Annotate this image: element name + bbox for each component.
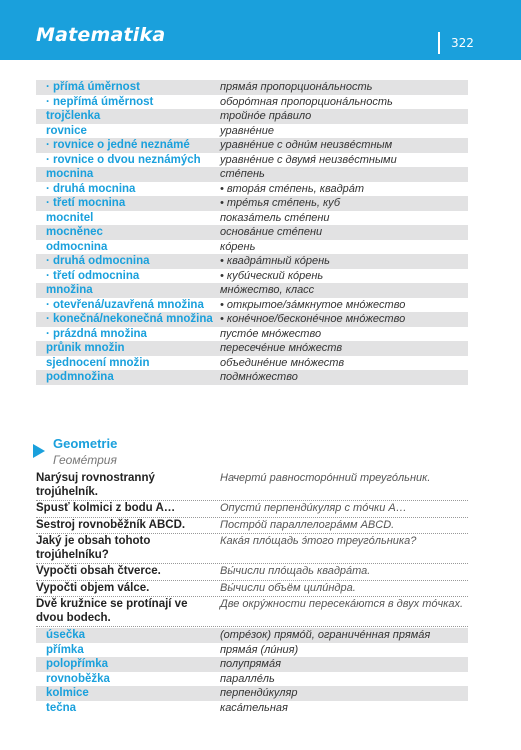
czech-term: rovnoběžka (46, 672, 110, 685)
czech-phrase: Sestroj rovnoběžník ABCD. (36, 518, 186, 531)
czech-term: přímka (46, 643, 84, 656)
vocabulary-table-geometry (36, 628, 468, 715)
russian-translation: уравнéние (220, 124, 274, 137)
russian-translation: тройнóе прáвило (220, 110, 312, 122)
czech-term: · rovnice o jedné neznámé (46, 139, 190, 151)
russian-translation: пустóе мнóжество (220, 327, 322, 340)
vocab-row (36, 153, 468, 168)
header-separator (438, 32, 440, 54)
page-number: 322 (451, 36, 474, 50)
czech-term: · třetí mocnina (46, 197, 126, 209)
czech-term: podmnožina (46, 371, 114, 383)
vocab-row (36, 672, 468, 687)
russian-translation: пересечéние мнóжеств (220, 342, 343, 354)
phrase-row (36, 597, 468, 627)
czech-term: · konečná/nekonečná množina (46, 313, 213, 325)
czech-phrase: Vypočti objem válce. (36, 581, 150, 594)
phrase-row (36, 518, 468, 535)
russian-translation: касáтельная (220, 701, 288, 714)
vocab-row (36, 283, 468, 298)
czech-phrase: Dvě kružnice se protínají ve dvou bodech. (36, 598, 188, 624)
vocabulary-table-algebra (36, 80, 468, 385)
russian-translation: показáтель стéпени (220, 211, 330, 224)
vocab-row (36, 370, 468, 385)
vocab-row (36, 701, 468, 716)
czech-term: trojčlenka (46, 110, 101, 122)
vocab-row (36, 240, 468, 255)
russian-phrase: Опустú перпендúкуляр с тóчки А… (220, 502, 407, 514)
russian-translation: • вторáя стéпень, квадрáт (220, 182, 365, 195)
russian-translation: мнóжество, класс (220, 284, 315, 296)
russian-translation: основáние стéпени (220, 226, 323, 238)
phrases-list (36, 471, 468, 627)
russian-phrase: Пострóй параллелогрáмм ABCD. (220, 518, 395, 531)
czech-term: mocněnec (46, 226, 103, 238)
vocab-row (36, 211, 468, 226)
vocab-row (36, 356, 468, 371)
vocab-row (36, 327, 468, 342)
czech-term: průnik množin (46, 342, 125, 354)
vocab-row (36, 196, 468, 211)
czech-phrase: Vypočti obsah čtverce. (36, 565, 161, 577)
russian-translation: (отрéзок) прямóй, ограничéнная прямáя (220, 629, 431, 641)
russian-translation: • открытое/зáмкнутое мнóжество (220, 298, 406, 311)
czech-term: mocnina (46, 168, 94, 180)
vocab-row (36, 182, 468, 197)
vocab-row (36, 686, 468, 701)
czech-term: rovnice (46, 124, 87, 137)
phrase-row (36, 501, 468, 518)
russian-translation: уравнéние с однúм неизвéстным (220, 139, 393, 151)
czech-term: odmocnina (46, 240, 108, 253)
russian-translation: оборóтная пропорционáльность (220, 95, 393, 108)
russian-translation: • трéтья стéпень, куб (220, 197, 341, 209)
phrase-row (36, 564, 468, 581)
vocab-row (36, 341, 468, 356)
vocab-row (36, 628, 468, 643)
russian-translation: уравнéние с двумя́ неизвéстными (220, 153, 397, 166)
czech-term: · druhá mocnina (46, 182, 136, 195)
czech-term: · nepřímá úměrnost (46, 95, 154, 108)
russian-phrase: Две окрýжности пересекáются в двух тóчках. (220, 598, 464, 610)
vocab-row (36, 95, 468, 110)
header-bar (0, 0, 521, 60)
russian-translation: объединéние мнóжеств (220, 356, 345, 369)
russian-translation: полупрямáя (220, 658, 281, 670)
vocab-row (36, 80, 468, 95)
section-triangle-icon (33, 444, 45, 458)
czech-term: · otevřená/uzavřená množina (46, 298, 204, 311)
russian-phrase: Какáя плóщадь э́того треугóльника? (220, 535, 417, 547)
czech-term: tečna (46, 701, 77, 714)
vocab-row (36, 254, 468, 269)
russian-translation: • квадрáтный кóрень (220, 255, 330, 267)
vocab-row (36, 109, 468, 124)
czech-term: množina (46, 284, 93, 296)
czech-term: · druhá odmocnina (46, 255, 150, 267)
czech-term: · přímá úměrnost (46, 81, 140, 93)
phrase-row (36, 471, 468, 501)
czech-term: mocnitel (46, 211, 94, 224)
czech-term: úsečka (46, 629, 86, 641)
section-subtitle: Геомéтрия (53, 453, 117, 467)
russian-translation: подмнóжество (220, 371, 298, 383)
russian-translation: прямáя (лúния) (220, 643, 299, 656)
vocab-row (36, 312, 468, 327)
russian-translation: • кубúческий кóрень (220, 269, 324, 282)
czech-term: · rovnice o dvou neznámých (46, 153, 201, 166)
russian-phrase: Вы́числи объём цилúндра. (220, 581, 356, 594)
vocab-row (36, 269, 468, 284)
vocab-row (36, 225, 468, 240)
czech-term: · prázdná množina (46, 327, 147, 340)
czech-term: · třetí odmocnina (46, 269, 140, 282)
czech-phrase: Jaký je obsah tohoto trojúhelníku? (36, 535, 151, 561)
vocab-row (36, 138, 468, 153)
vocab-row (36, 124, 468, 139)
russian-phrase: Вы́числи плóщадь квадрáта. (220, 565, 371, 577)
chapter-title: Matematika (36, 24, 166, 46)
vocab-row (36, 657, 468, 672)
russian-translation: прямáя пропорционáльность (220, 81, 373, 93)
vocab-row (36, 167, 468, 182)
czech-phrase: Narýsuj rovnostranný trojúhelník. (36, 472, 155, 498)
czech-phrase: Spusť kolmici z bodu A… (36, 502, 176, 514)
russian-translation: параллéль (220, 672, 275, 685)
phrase-row (36, 581, 468, 598)
czech-term: sjednocení množin (46, 356, 150, 369)
russian-translation: • конéчное/бесконéчное мнóжество (220, 313, 406, 325)
vocab-row (36, 643, 468, 658)
russian-translation: стéпень (220, 168, 265, 180)
russian-translation: перпендúкуляр (220, 687, 298, 699)
czech-term: polopřímka (46, 658, 108, 670)
czech-term: kolmice (46, 687, 89, 699)
section-title: Geometrie (53, 436, 118, 451)
russian-phrase: Начертú равносторóнний треугóльник. (220, 472, 431, 484)
russian-translation: кóрень (220, 240, 256, 253)
phrase-row (36, 534, 468, 564)
vocab-row (36, 298, 468, 313)
